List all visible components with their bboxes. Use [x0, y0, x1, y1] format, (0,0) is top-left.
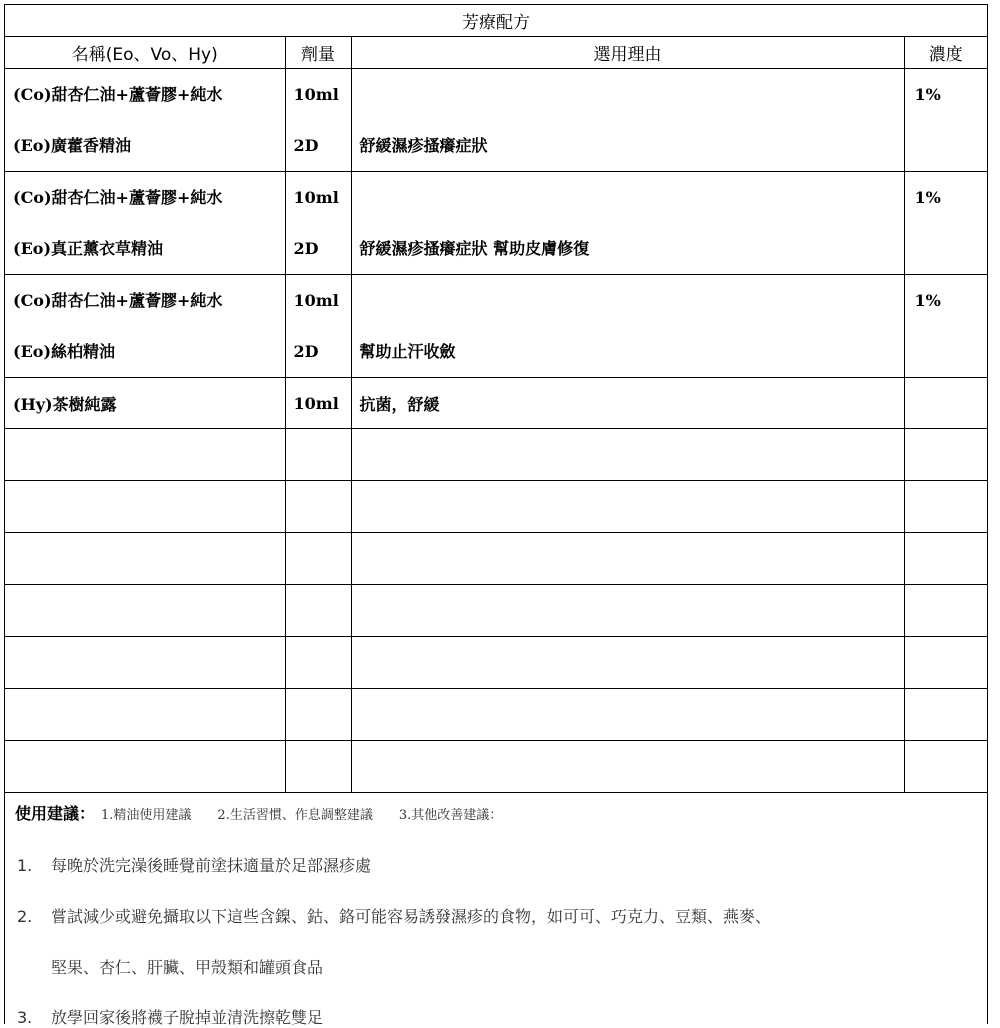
formula-table — [5, 5, 987, 793]
table-row-empty — [5, 481, 987, 533]
ingredient-reason: 舒緩濕疹搔癢症狀 — [359, 136, 488, 155]
ingredient-name: (Hy)茶樹純露 — [5, 378, 285, 429]
ingredient-name: (Co)甜杏仁油+蘆薈膠+純水 — [13, 188, 223, 207]
ingredient-dose: 2D — [293, 342, 319, 361]
table-row-empty — [5, 585, 987, 637]
table-row-empty — [5, 637, 987, 689]
ingredient-dose: 10ml — [293, 291, 339, 310]
ingredient-dose: 10ml — [293, 188, 339, 207]
table-title: 芳療配方 — [5, 5, 987, 37]
table-row-empty — [5, 741, 987, 793]
ingredient-name: (Eo)真正薰衣草精油 — [13, 239, 164, 258]
ingredient-reason — [352, 69, 904, 120]
header-concentration: 濃度 — [904, 37, 987, 69]
list-item — [17, 853, 371, 876]
table-row — [5, 378, 987, 429]
ingredient-reason: 幫助止汗收斂 — [359, 342, 456, 361]
item-text: 放學回家後將襪子脫掉並清洗擦乾雙足 — [51, 1008, 324, 1027]
item-text: 每晚於洗完澡後睡覺前塗抹適量於足部濕疹處 — [51, 856, 372, 875]
item-text: 嘗試減少或避免攝取以下這些含鎳、鈷、鉻可能容易誘發濕疹的食物，如可可、巧克力、豆類、燕麥、 — [51, 907, 772, 926]
header-reason: 選用理由 — [351, 37, 904, 69]
concentration-value: 1% — [914, 291, 941, 310]
ingredient-reason: 抗菌，舒緩 — [351, 378, 904, 429]
advice-subtitle: 1.精油使用建議 2.生活習慣、作息調整建議 3.其他改善建議： — [101, 808, 503, 823]
item-number: 1. — [17, 856, 33, 875]
table-row — [5, 69, 987, 172]
advice-header — [15, 801, 502, 824]
advice-title: 使用建議： — [15, 804, 96, 823]
prescription-sheet — [4, 4, 988, 1027]
list-item — [17, 904, 771, 927]
ingredient-dose: 2D — [293, 136, 319, 155]
header-name: 名稱(Eo、Vo、Hy) — [5, 37, 285, 69]
ingredient-reason: 舒緩濕疹搔癢症狀 幫助皮膚修復 — [359, 239, 590, 258]
item-number: 3. — [17, 1008, 33, 1027]
table-row-empty — [5, 533, 987, 585]
list-item — [17, 1005, 323, 1028]
concentration-value — [904, 378, 987, 429]
ingredient-dose: 10ml — [293, 85, 339, 104]
ingredient-reason — [352, 275, 904, 326]
table-row-empty — [5, 429, 987, 481]
ingredient-name: (Eo)廣藿香精油 — [13, 136, 132, 155]
item-text-continuation: 堅果、杏仁、肝臟、甲殼類和罐頭食品 — [51, 958, 324, 977]
ingredient-reason — [352, 172, 904, 223]
concentration-value: 1% — [914, 85, 941, 104]
ingredient-dose: 2D — [293, 239, 319, 258]
table-row-empty — [5, 689, 987, 741]
ingredient-name: (Co)甜杏仁油+蘆薈膠+純水 — [13, 291, 223, 310]
concentration-value: 1% — [914, 188, 941, 207]
ingredient-name: (Eo)絲柏精油 — [13, 342, 116, 361]
header-dose: 劑量 — [285, 37, 351, 69]
table-row — [5, 275, 987, 378]
item-number: 2. — [17, 907, 33, 926]
ingredient-name: (Co)甜杏仁油+蘆薈膠+純水 — [13, 85, 223, 104]
ingredient-dose: 10ml — [285, 378, 351, 429]
table-row — [5, 172, 987, 275]
